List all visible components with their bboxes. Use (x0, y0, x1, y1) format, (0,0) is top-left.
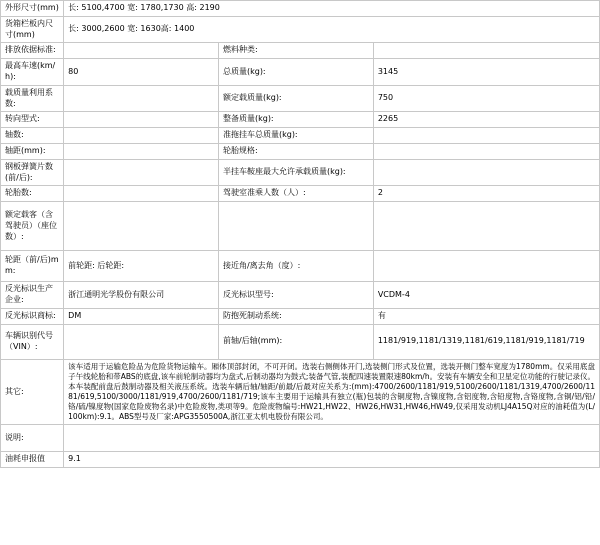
row-label-other: 其它: (1, 359, 64, 425)
row-label-cargo-box: 货箱栏板内尺寸(mm) (1, 16, 64, 43)
table-row-vin (1, 324, 600, 359)
row-value-tire-spec (373, 143, 599, 159)
row-label-abs: 防抱死制动系统: (218, 308, 373, 324)
row-value-rated-passengers (64, 202, 219, 251)
row-label-cab-seats: 驾驶室准乘人数（人）: (218, 186, 373, 202)
table-row-cargo-box (1, 16, 600, 43)
row-value-cab-seats: 2 (373, 186, 599, 202)
row-value-fuel-type (373, 43, 599, 59)
row-value-abs: 有 (373, 308, 599, 324)
spec-table-body (1, 1, 600, 468)
row-label-wheelbase: 轴距(mm): (1, 143, 64, 159)
table-row-wheelbase (1, 143, 600, 159)
row-label-approach-angle: 接近角/离去角（度）: (218, 251, 373, 282)
row-label-explanation: 说明: (1, 425, 64, 452)
row-value-explanation (64, 425, 600, 452)
table-row-rated-passengers (1, 202, 600, 251)
row-value-axle-count (64, 128, 219, 144)
row-value-steering (64, 112, 219, 128)
row-label-trailer-mass: 准拖挂车总质量(kg): (218, 128, 373, 144)
table-row-tire-count (1, 186, 600, 202)
row-value-cargo-box: 长: 3000,2600 宽: 1630高: 1400 (64, 16, 600, 43)
row-value-load-coefficient (64, 85, 219, 112)
row-label-fuel-type: 燃料种类: (218, 43, 373, 59)
row-label-fuel-consumption: 油耗申报值 (1, 452, 64, 468)
table-row-fuel-consumption (1, 452, 600, 468)
row-label-emission: 排放依据标准: (1, 43, 64, 59)
row-value-rated-load: 750 (373, 85, 599, 112)
row-label-rated-load: 额定载质量(kg): (218, 85, 373, 112)
row-label-steering: 转向型式: (1, 112, 64, 128)
row-label-rated-passengers: 额定载客（含驾驶员）（座位数）: (1, 202, 64, 251)
row-label-load-coefficient: 载质量利用系数: (1, 85, 64, 112)
table-row-emission (1, 43, 600, 59)
row-label-axle-count: 轴数: (1, 128, 64, 144)
row-value-reflective-brand: DM (64, 308, 219, 324)
row-value-other-notes: 该车适用于运输危险品为危险货物运输车。厢体顶部封闭，不可开闭。选装右侧侧体开门,选装侧门形式及位置，选装开侧门整车宽度为1780mm。仅采用底盘子午线轮胎和带ABS的底盘,该车前轮制动器均为盘式,后制动器均为鼓式;装备气管,装配四速装置限速80km/h。安装有车辆安全和卫星定位功能的行驶记录仪。本车装配前盘后鼓制动器及相关液压系统。选装车辆后轴/轴距/前最/后最对应关系为:(mm):4700/2600/1181/919,5100/2600/1181/1319,4700/2600/1181/619,5100/3000/1181/919,4700/2600/1181/719;该车主要用于运输具有独立(瓶)包装的含铜度物,含镍度物,含铝度物,含铅度物,含铬度物,含铜/铝/铅/铬/硫/镍度物(国家危险废物名录)中危险废物,类项等9。危险废物编号:HW21,HW22、HW26,HW31,HW46,HW49,仅采用发动机LJ4A15Q对应的油耗值为(L/100km):9.1。ABS型号及厂家:APG3550500A,浙江亚太机电股份有限公司。 (64, 359, 600, 425)
row-value-reflective-manufacturer: 浙江通明光学股份有限公司 (64, 282, 219, 309)
row-value-reflective-model: VCDM-4 (373, 282, 599, 309)
row-value-wheelbase (64, 143, 219, 159)
row-value-max-speed: 80 (64, 59, 219, 86)
table-row-axle-count (1, 128, 600, 144)
row-value-track-width: 前轮距: 后轮距: (64, 251, 219, 282)
row-label-gross-mass: 总质量(kg): (218, 59, 373, 86)
table-row-steering (1, 112, 600, 128)
row-label-axle-load: 前轴/后轴(mm): (218, 324, 373, 359)
row-value-dimensions: 长: 5100,4700 宽: 1780,1730 高: 2190 (64, 1, 600, 17)
table-row-other (1, 359, 600, 425)
row-label-max-speed: 最高车速(km/h): (1, 59, 64, 86)
row-label-curb-mass: 整备质量(kg): (218, 112, 373, 128)
row-value-tire-count (64, 186, 219, 202)
row-label-reflective-manufacturer: 反光标识生产企业: (1, 282, 64, 309)
row-label-reflective-brand: 反光标识商标: (1, 308, 64, 324)
row-value-approach-angle (373, 251, 599, 282)
row-value-trailer-mass (373, 128, 599, 144)
table-row-load-coefficient (1, 85, 600, 112)
table-row-reflective-brand (1, 308, 600, 324)
row-value-axle-load: 1181/919,1181/1319,1181/619,1181/919,1181/719 (373, 324, 599, 359)
row-value-vin (64, 324, 219, 359)
row-label-vin: 车辆识别代号（VIN）: (1, 324, 64, 359)
table-row-max-speed (1, 59, 600, 86)
row-label-leaf-springs: 钢板弹簧片数(前/后): (1, 159, 64, 186)
row-value-leaf-springs (64, 159, 219, 186)
row-value-emission (64, 43, 219, 59)
row-value-blank-1 (373, 202, 599, 251)
table-row-leaf-springs (1, 159, 600, 186)
table-row-reflective-manufacturer (1, 282, 600, 309)
row-value-gross-mass: 3145 (373, 59, 599, 86)
row-label-track-width: 轮距（前/后)mm: (1, 251, 64, 282)
row-label-dimensions: 外形尺寸(mm) (1, 1, 64, 17)
row-label-saddle-mass: 半挂车鞍座最大允许承载质量(kg): (218, 159, 373, 186)
row-label-tire-count: 轮胎数: (1, 186, 64, 202)
row-value-fuel-consumption: 9.1 (64, 452, 600, 468)
table-row-explanation (1, 425, 600, 452)
row-value-curb-mass: 2265 (373, 112, 599, 128)
row-label-tire-spec: 轮胎规格: (218, 143, 373, 159)
table-row-dimensions (1, 1, 600, 17)
row-label-blank-1 (218, 202, 373, 251)
row-label-reflective-model: 反光标识型号: (218, 282, 373, 309)
table-row-track-width (1, 251, 600, 282)
row-value-saddle-mass (373, 159, 599, 186)
